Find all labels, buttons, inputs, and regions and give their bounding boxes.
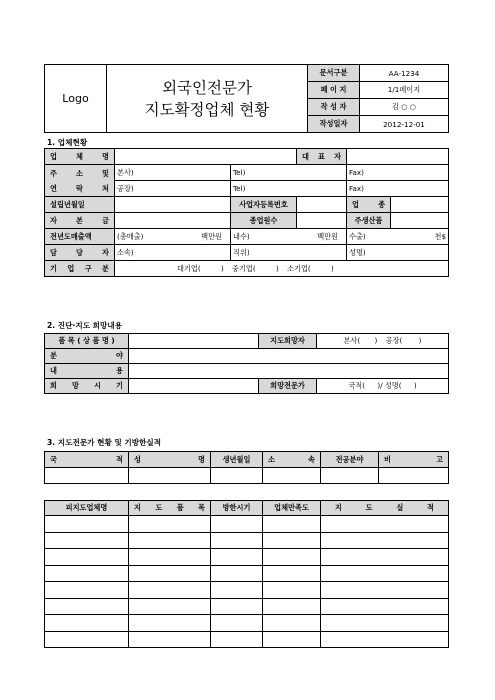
record-header-satisfaction: 업체만족도 (263, 501, 321, 516)
expert-cell[interactable] (45, 468, 129, 484)
label-item: 품 목 ( 상 품 명 ) (45, 334, 129, 349)
option-small-close: ) (331, 263, 334, 273)
record-cell[interactable] (45, 615, 129, 632)
record-cell[interactable] (263, 615, 321, 632)
record-cell[interactable] (263, 516, 321, 533)
label-capital: 자 본 금 (45, 213, 115, 229)
record-table (44, 500, 449, 648)
meta-value-page: 1/1페이지 (360, 82, 449, 99)
hope-factory: 공장( (385, 336, 403, 345)
table-row (45, 598, 449, 615)
label-hope-expert: 희망전문가 (259, 379, 317, 394)
expert-header-name: 성 명 (129, 452, 211, 468)
contact-dept[interactable]: 소속) (115, 245, 231, 261)
hope-hq: 본사( (343, 336, 361, 345)
revenue-export[interactable] (347, 229, 449, 245)
value-employees[interactable] (297, 213, 347, 229)
record-cell[interactable] (45, 516, 129, 533)
hq-tel[interactable]: Tel) (231, 165, 347, 181)
record-cell[interactable] (263, 631, 321, 648)
expert-cell[interactable] (379, 468, 449, 484)
expert-cell[interactable] (129, 468, 211, 484)
value-period[interactable] (129, 379, 259, 394)
label-biz-no: 사업자등록번호 (231, 197, 297, 213)
header-table (44, 64, 449, 133)
value-content[interactable] (129, 364, 449, 379)
document-title (107, 65, 308, 133)
record-cell[interactable] (321, 582, 449, 599)
meta-value-date: 2012-12-01 (360, 116, 449, 133)
record-cell[interactable] (129, 532, 211, 549)
option-medium: 중기업( (232, 263, 256, 273)
value-item[interactable] (129, 334, 259, 349)
record-cell[interactable] (211, 615, 263, 632)
record-cell[interactable] (211, 631, 263, 648)
revenue-total-unit: 백만원 (201, 231, 222, 241)
label-field: 분 야 (45, 349, 129, 364)
record-header-visit: 방한시기 (211, 501, 263, 516)
expert-header-remarks: 비 고 (379, 452, 449, 468)
value-ceo[interactable] (347, 149, 449, 165)
record-cell[interactable] (45, 598, 129, 615)
label-content: 내 용 (45, 364, 129, 379)
record-cell[interactable] (263, 565, 321, 582)
value-company-name[interactable] (115, 149, 297, 165)
hope-hq-close: ) (374, 336, 378, 345)
record-cell[interactable] (321, 532, 449, 549)
section3-title: 3. 지도전문가 현황 및 기방한실적 (47, 438, 162, 447)
table-row (45, 582, 449, 599)
record-cell[interactable] (129, 565, 211, 582)
record-cell[interactable] (321, 516, 449, 533)
section1-title: 1. 업체현황 (47, 138, 88, 147)
record-cell[interactable] (321, 631, 449, 648)
label-address-1: 주 소 및 (50, 168, 109, 178)
company-table (44, 148, 449, 277)
record-cell[interactable] (321, 549, 449, 566)
label-main-product: 주생산품 (347, 213, 391, 229)
table-row (45, 549, 449, 566)
table-row (45, 516, 449, 533)
value-founded[interactable] (115, 197, 231, 213)
hq-fax[interactable]: Fax) (347, 165, 449, 181)
record-cell[interactable] (321, 598, 449, 615)
label-period: 희 망 시 기 (45, 379, 129, 394)
record-header-company: 피지도업체명 (45, 501, 129, 516)
record-cell[interactable] (129, 615, 211, 632)
factory-tel[interactable]: Tel) (231, 181, 347, 197)
record-cell[interactable] (211, 582, 263, 599)
hope-place-options[interactable] (317, 334, 449, 349)
record-cell[interactable] (263, 582, 321, 599)
revenue-domestic-label: 내수) (233, 231, 250, 241)
table-row (45, 615, 449, 632)
expert-header-nationality: 국 적 (45, 452, 129, 468)
record-cell[interactable] (129, 549, 211, 566)
option-large-close: ) (220, 263, 224, 273)
hope-expert-close: ) (413, 381, 417, 390)
logo: Logo (45, 65, 107, 133)
label-industry: 업 종 (347, 197, 391, 213)
meta-label-page: 페 이 지 (308, 82, 360, 99)
label-company-name: 업 체 명 (45, 149, 115, 165)
expert-cell[interactable] (321, 468, 379, 484)
record-cell[interactable] (263, 549, 321, 566)
revenue-total-label: (총매출) (117, 231, 144, 241)
section2-title: 2. 진단·지도 희망내용 (47, 321, 123, 330)
value-biz-no[interactable] (297, 197, 347, 213)
record-cell[interactable] (211, 598, 263, 615)
meta-label-date: 작성일자 (308, 116, 360, 133)
hope-factory-close: ) (418, 336, 422, 345)
record-cell[interactable] (45, 532, 129, 549)
table-row (45, 631, 449, 648)
option-large: 대기업( (177, 263, 201, 273)
value-field[interactable] (129, 349, 449, 364)
label-founded: 설립년월일 (45, 197, 115, 213)
expert-header-major: 전공분야 (321, 452, 379, 468)
record-cell[interactable] (211, 532, 263, 549)
meta-value-doctype: AA-1234 (360, 65, 449, 82)
factory-address[interactable]: 공장) (115, 181, 231, 197)
revenue-domestic-unit: 백만원 (317, 231, 339, 241)
label-address-2: 연 락 처 (50, 183, 109, 193)
record-cell[interactable] (45, 565, 129, 582)
table-row (45, 565, 449, 582)
label-employees: 종업원수 (231, 213, 297, 229)
contact-position[interactable]: 직위) (231, 245, 347, 261)
expert-cell[interactable] (263, 468, 321, 484)
label-company-type: 기 업 구 분 (45, 261, 115, 277)
expert-cell[interactable] (211, 468, 263, 484)
record-header-result: 지 도 실 적 (321, 501, 449, 516)
record-cell[interactable] (321, 565, 449, 582)
record-cell[interactable] (263, 532, 321, 549)
record-cell[interactable] (211, 549, 263, 566)
title-line-1: 외국인전문가 (162, 78, 252, 97)
value-capital[interactable] (115, 213, 231, 229)
record-cell[interactable] (321, 615, 449, 632)
revenue-export-label: 수출) (349, 231, 366, 241)
meta-value-author: 김 ○ ○ (360, 99, 449, 116)
hq-address[interactable]: 본사) (115, 165, 231, 181)
hope-expert-value[interactable] (317, 379, 449, 394)
record-cell[interactable] (211, 516, 263, 533)
table-row (45, 532, 449, 549)
expert-header-affiliation: 소 속 (263, 452, 321, 468)
label-address (45, 165, 115, 197)
hope-expert-name: )/ 성명( (377, 381, 402, 390)
option-medium-close: ) (275, 263, 279, 273)
expert-header-birth: 생년월일 (211, 452, 263, 468)
expert-table (44, 451, 449, 484)
meta-label-author: 작 성 자 (308, 99, 360, 116)
revenue-domestic[interactable] (231, 229, 347, 245)
record-cell[interactable] (45, 582, 129, 599)
title-line-2: 지도확정업체 현황 (144, 100, 270, 119)
contact-name[interactable]: 성명) (347, 245, 449, 261)
value-industry[interactable] (391, 197, 449, 213)
label-ceo: 대 표 자 (297, 149, 347, 165)
value-main-product[interactable] (391, 213, 449, 229)
record-cell[interactable] (45, 631, 129, 648)
hope-expert-nationality: 국적( (348, 381, 366, 390)
meta-label-doctype: 문서구분 (308, 65, 360, 82)
record-cell[interactable] (129, 598, 211, 615)
record-cell[interactable] (263, 598, 321, 615)
record-cell[interactable] (211, 565, 263, 582)
revenue-total[interactable] (115, 229, 231, 245)
label-hope-place: 지도희망자 (259, 334, 317, 349)
record-cell[interactable] (129, 582, 211, 599)
record-header-item: 지 도 품 목 (129, 501, 211, 516)
label-contact: 담 당 자 (45, 245, 115, 261)
label-revenue: 전년도매출액 (45, 229, 115, 245)
record-cell[interactable] (129, 631, 211, 648)
revenue-export-unit: 천$ (434, 231, 447, 241)
factory-fax[interactable]: Fax) (347, 181, 449, 197)
record-cell[interactable] (129, 516, 211, 533)
option-small: 소기업( (287, 263, 311, 273)
consulting-table (44, 333, 449, 394)
record-cell[interactable] (45, 549, 129, 566)
company-type-options[interactable] (115, 261, 449, 277)
